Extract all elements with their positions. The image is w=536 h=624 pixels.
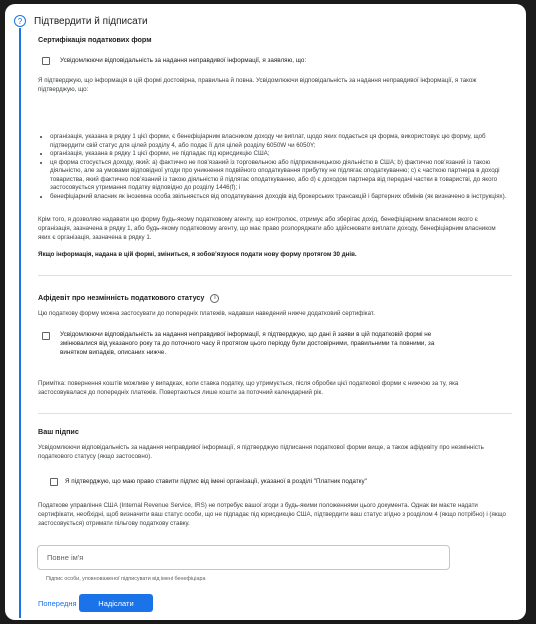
divider — [38, 413, 512, 414]
authority-checkbox[interactable] — [50, 478, 58, 486]
certification-bullets — [38, 133, 520, 201]
form-card — [5, 4, 526, 620]
affidavit-intro: Цю податкову форму можна застосувати до попередніх платежів, надавши наведений нижче додатковий сертифікат. — [38, 310, 375, 317]
affidavit-note: Примітка: повернення коштів можливе у випадках, коли ставка податку, що утримується, після обробки цієї податкової форми є нижчою за ту, яка застосовувалася до попередніх платежів. Повертаються лише кошти за поточний календарний рік. — [38, 380, 459, 396]
full-name-field[interactable] — [37, 545, 450, 570]
affidavit-heading — [38, 293, 219, 303]
watermark-logo: SᵾBSᵾB — [402, 596, 483, 617]
back-button[interactable]: Попередня — [38, 599, 77, 608]
progress-line — [19, 28, 21, 618]
page-title: Підтвердити й підписати — [34, 16, 148, 27]
irs-note: Податкове управління США (Internal Revenue Service, IRS) не потребує вашої згоди з будь-якими положеннями цього документа. Однак ви маєте надати сертифікати, необхідні, щоб визначити ваш статус особи, що не підпадає під юрисдикцію США, підтвердити ваш статус згідно з розділом 4 (якщо потрібно) і (якщо застосовується) отримати пільгову податкову ставку. — [38, 502, 506, 527]
certification-heading: Сертифікація податкових форм — [38, 35, 152, 44]
certification-intro: Я підтверджую, що інформація в цій формі достовірна, правильна й повна. Усвідомлюючи відповідальність за надання неправдивої інформації, я також підтверджую, що: — [38, 77, 477, 93]
certification-paragraph: Крім того, я дозволяю надавати цю форму будь-якому податковому агенту, що контролює, отримує або зберігає дохід, бенефіціарним власником якого є організація, зазначена в рядку 1, або будь-якому податковому агенту, що має право розпоряджати або здійснювати виплати доходу, бенефіціарним власником яких є організація, зазначена в рядку 1. — [38, 216, 496, 241]
bullet-item: • бенефіціарний власник як іноземна особа звільняється від оподаткування доходів від брокерських трансакцій і бартерних обмінів (як визначено в інструкціях). — [50, 193, 520, 202]
help-icon[interactable] — [14, 15, 26, 27]
authority-checkbox-label: Я підтверджую, що маю право ставити підпис від імені організації, указаної в розділі "Платник податку" — [65, 478, 367, 485]
full-name-hint: Підпис особи, уповноваженої підписувати від імені бенефіціара — [46, 576, 206, 582]
certification-checkbox-label: Усвідомлюючи відповідальність за надання неправдивої інформації, я заявляю, що: — [60, 57, 307, 64]
divider — [38, 275, 512, 276]
certification-checkbox[interactable] — [42, 57, 50, 65]
signature-intro: Усвідомлюючи відповідальність за надання неправдивої інформації, я підтверджую підписання податкової форми вище, а також афідевіту про незмінність податкового статусу (якщо застосовно). — [38, 444, 484, 460]
affidavit-checkbox-label: Усвідомлюючи відповідальність за надання неправдивої інформації, я підтверджую, що дані й заяви в цій податковій формі не змінювалися від указаного року та до поточного часу й протягом цього періоду були достовірними, правильними та повними, за винятком випадків, описаних нижче. — [60, 331, 435, 356]
bullet-item: • ця форма стосується доходу, який: а) фактично не пов’язаний із торговельною або підприємницькою діяльністю в США; b) фактично пов’язаний із такою діяльністю, але за умовами відповідної угоди про уникнення подвійного оподаткування прибутку не підлягає оподаткуванню; c) є часткою партнера в доході товариства, який фактично пов’язаний із такою діяльністю й підлягає оподаткуванню, або d) є доходом партнера від передачі частки в товаристві, до якого застосовується утримання податку відповідно до розділу 1446(f); і — [50, 159, 520, 193]
signature-heading: Ваш підпис — [38, 427, 79, 436]
bullet-item: • організація, указана в рядку 1 цієї форми, є бенефіціарним власником доходу чи виплат, щодо яких подається ця форма, використовує цю форму, щоб підтвердити свій статус для цілей розділу 4, або подає її для цілей розділу 6050W чи 6050Y; — [50, 133, 520, 150]
submit-button[interactable]: Надіслати — [79, 594, 153, 612]
affidavit-heading-text: Афідевіт про незмінність податкового статусу — [38, 293, 205, 302]
help-icon-glyph: ? — [17, 17, 23, 26]
affidavit-checkbox[interactable] — [42, 332, 50, 340]
full-name-input[interactable] — [38, 546, 449, 569]
certification-change-note: Якщо інформація, надана в цій формі, зміниться, я зобов’язуюся подати нову форму протягом 30 днів. — [38, 251, 357, 258]
info-icon[interactable]: i — [210, 294, 219, 303]
bullet-item: • організація, указана в рядку 1 цієї форми, не підпадає під юрисдикцію США; — [50, 150, 520, 159]
